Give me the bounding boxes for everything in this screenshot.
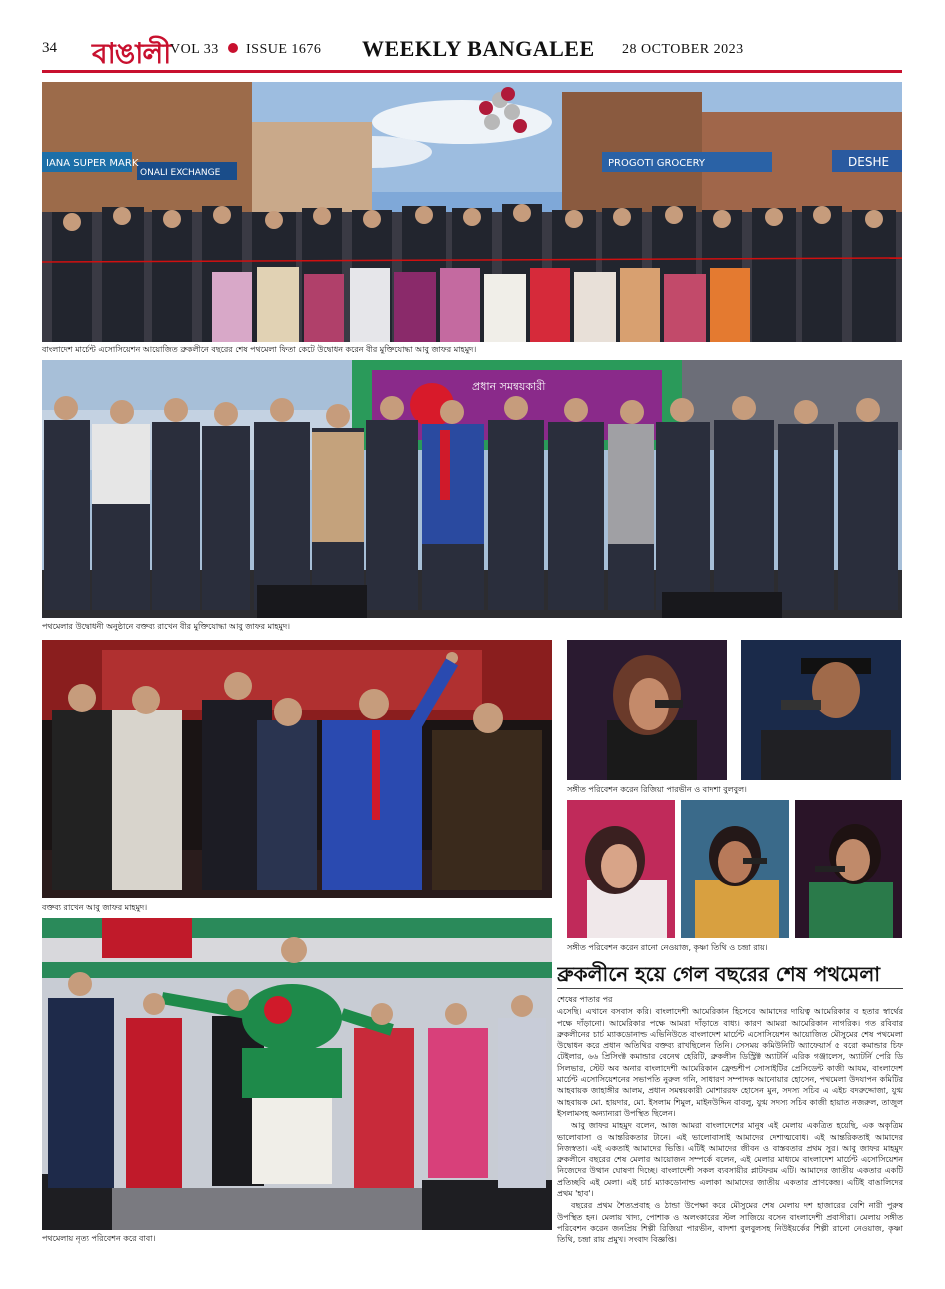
photo-dance bbox=[42, 918, 552, 1230]
issue-date: 28 OCTOBER 2023 bbox=[622, 42, 744, 57]
article-paragraph: এসেছি। এখানে বসবাস করি। বাংলাদেশী আমেরিকান হিসেবে আমাদের দায়িত্ব আমেরিকার ব হতার স্বার্থের পক্ষে দাঁড়ানো। আমেরিকার পক্ষে আমরা দাঁড়াতে বাধ্য। কারণ আমরা আমেরিকান নাগরিক। গত রবিবার ব্রুকলীনের চার্চ ম্যাকডোনাল্ড এভিনিউতে বাংলাদেশ মার্চেন্ট এসোসিয়েশন আয়োজিত মৌসুমের শেষ পথমেলা উদ্বোধন করে প্রধান অতিথির বক্তব্য রাখছিলেন তিনি। সেসময় কমিউনিটি অ্যাফেয়ার্স ৫ বরো কমান্ডার চিফ টেইলার, ৬৬ প্রিসিংক্ট কমান্ডার বেনেথ হেরিটি, ব্রুকলীন ডিস্ট্রিক্ট অ্যাটর্নি এরিক গঞ্জালেস, অ্যাটর্নি পেরি ডি সিলভার, স্টেট অব অনার বাংলাদেশী আমেরিকান ফ্রেন্ডশীপ সোসাইটির প্রেসিডেন্ট কাজী আযম, বাংলাদেশ মার্চেন্ট এসোসিয়েশনের সভাপতি নুরুল গনি, সাধারণ সম্পাদক আনোয়ার হোসেন, পথমেলা উদযাপন কমিটির আহবায়ক জাহাঙ্গীর আলম, প্রধান সমন্বয়কারী মোশাররফ হোসেন মুন, সদস্য সচিব এ এইচ বদরুদ্দোজা, যুগ্ম আহবায়ক মো. হায়দার, মো. ইসলাম শিমুল, মাইনউদ্দিন বাবলু, যুগ্ম সদস্য সচিব কাজী হায়াত নজরুল, তাজুল ইসলামসহ অন্যান্যরা উপস্থিত ছিলেন। bbox=[557, 1007, 903, 1118]
photo-singer-male bbox=[741, 640, 901, 780]
store-sign-text: PROGOTI GROCERY bbox=[608, 158, 705, 169]
article-body bbox=[557, 994, 903, 1247]
article-headline: ব্রুকলীনে হয়ে গেল বছরের শেষ পথমেলা bbox=[557, 960, 903, 989]
caption-singers-top: সঙ্গীত পরিবেশন করেন রিজিয়া পারভীন ও বাদশা বুলবুল। bbox=[567, 785, 747, 794]
caption-singers-bottom: সঙ্গীত পরিবেশন করেন রানো নেওয়াজ, কৃষ্ণা তিথি ও চন্দ্রা রায়। bbox=[567, 943, 768, 952]
publication-title: WEEKLY BANGALEE bbox=[362, 36, 595, 61]
volume-label: VOL 33 bbox=[170, 42, 219, 57]
caption-dance: পথমেলায় নৃত্য পরিবেশন করে বাবা। bbox=[42, 1234, 156, 1243]
store-sign-text: DESHE bbox=[848, 155, 890, 169]
page-number: 34 bbox=[42, 40, 57, 56]
masthead-logo: বাঙালী bbox=[92, 37, 171, 70]
photo-ribbon-cutting bbox=[42, 82, 902, 342]
article-paragraph: আবু জাফর মাহমুদ বলেন, আজ আমরা বাংলাদেশের মানুষ এই মেলায় একত্রিত হয়েছি, এক অকৃত্রিম ভালোবাসা ও আন্তরিকতার টানে। এই ভালোবাসাই আমাদের দেশাত্মবোধ। এই আন্তরিকতাই আমাদের নিজস্বতা। এই একতাই আমাদের ভিত্তি। এটিই আমাদের জীবন ও বাস্তবতার প্রথম সুর। আবু জাফর মাহমুদ ব্রুকলীনে বছরের শেষ মেলার আয়োজন সম্পর্কে বলেন, এই মেলার মাধ্যমে বাংলাদেশ মার্চেন্ট এসোসিয়েশন নিজেদের উত্থান ঘোষণা দিচ্ছে। বাংলাদেশী সকল ব্যবসায়ীর প্লাটফরম এটি। আমাদের জাতীয় একতার একটি প্রতিচ্ছবি এই মেলা। এই চার্চ ম্যাকডোনাল্ড এলাকা আমাদের জাতীয় একতার প্রাণকেন্দ্র। এটিই বাঙালিদের প্রথম 'হাব'। bbox=[557, 1121, 903, 1199]
article-paragraph: বছরের প্রথম শৈত্যপ্রবাহ ও ঠান্ডা উপেক্ষা করে মৌসুমের শেষ মেলায় দশ হাজারের বেশি নারী পুরুষ উপস্থিত হন। মেলায় খাদ্য, পোশাক ও অলংকারের স্টল সাজিয়ে বসেন বাংলাদেশী প্রবাসীরা। মেলায় সঙ্গীত পরিবেশন করেন জনপ্রিয় শিল্পী রিজিয়া পারভীন, বাদশা বুলবুলসহ নিউইয়র্কের শিল্পী রানো নেওয়াজ, কৃষ্ণা তিথি, চন্দ্রা রায় প্রমুখ। সংবাদ বিজ্ঞপ্তি। bbox=[557, 1201, 903, 1245]
store-sign-text: ONALI EXCHANGE bbox=[140, 168, 221, 178]
stage-banner-text: প্রধান সমন্বয়কারী bbox=[472, 380, 546, 393]
photo-stage-group bbox=[42, 360, 902, 618]
caption-speech: বক্তব্য রাখেন আবু জাফর মাহমুদ। bbox=[42, 903, 148, 912]
page-header bbox=[0, 30, 945, 72]
store-sign-text: IANA SUPER MARK bbox=[46, 158, 139, 169]
separator-dot-icon bbox=[228, 43, 238, 53]
photo-singer-female-1 bbox=[567, 640, 727, 780]
caption-ribbon-cutting: বাংলাদেশ মার্চেন্ট এসোসিয়েশন আয়োজিত ব্রুকলীনে বছরের শেষ পথমেলা ফিতা কেটে উদ্বোধন করেন বীর মুক্তিযোদ্ধা আবু জাফর মাহমুদ। bbox=[42, 345, 477, 354]
photo-speech bbox=[42, 640, 552, 898]
article-continued-from: শেষের পাতার পর bbox=[557, 995, 613, 1004]
photo-singer-female-2 bbox=[567, 800, 675, 938]
photo-singer-female-3 bbox=[681, 800, 789, 938]
issue-label: ISSUE 1676 bbox=[246, 42, 322, 57]
header-rule bbox=[42, 70, 902, 73]
photo-singer-female-4 bbox=[795, 800, 902, 938]
caption-stage-group: পথমেলার উদ্বোধনী অনুষ্ঠানে বক্তব্য রাখেন বীর মুক্তিযোদ্ধা আবু জাফর মাহমুদ। bbox=[42, 622, 291, 631]
